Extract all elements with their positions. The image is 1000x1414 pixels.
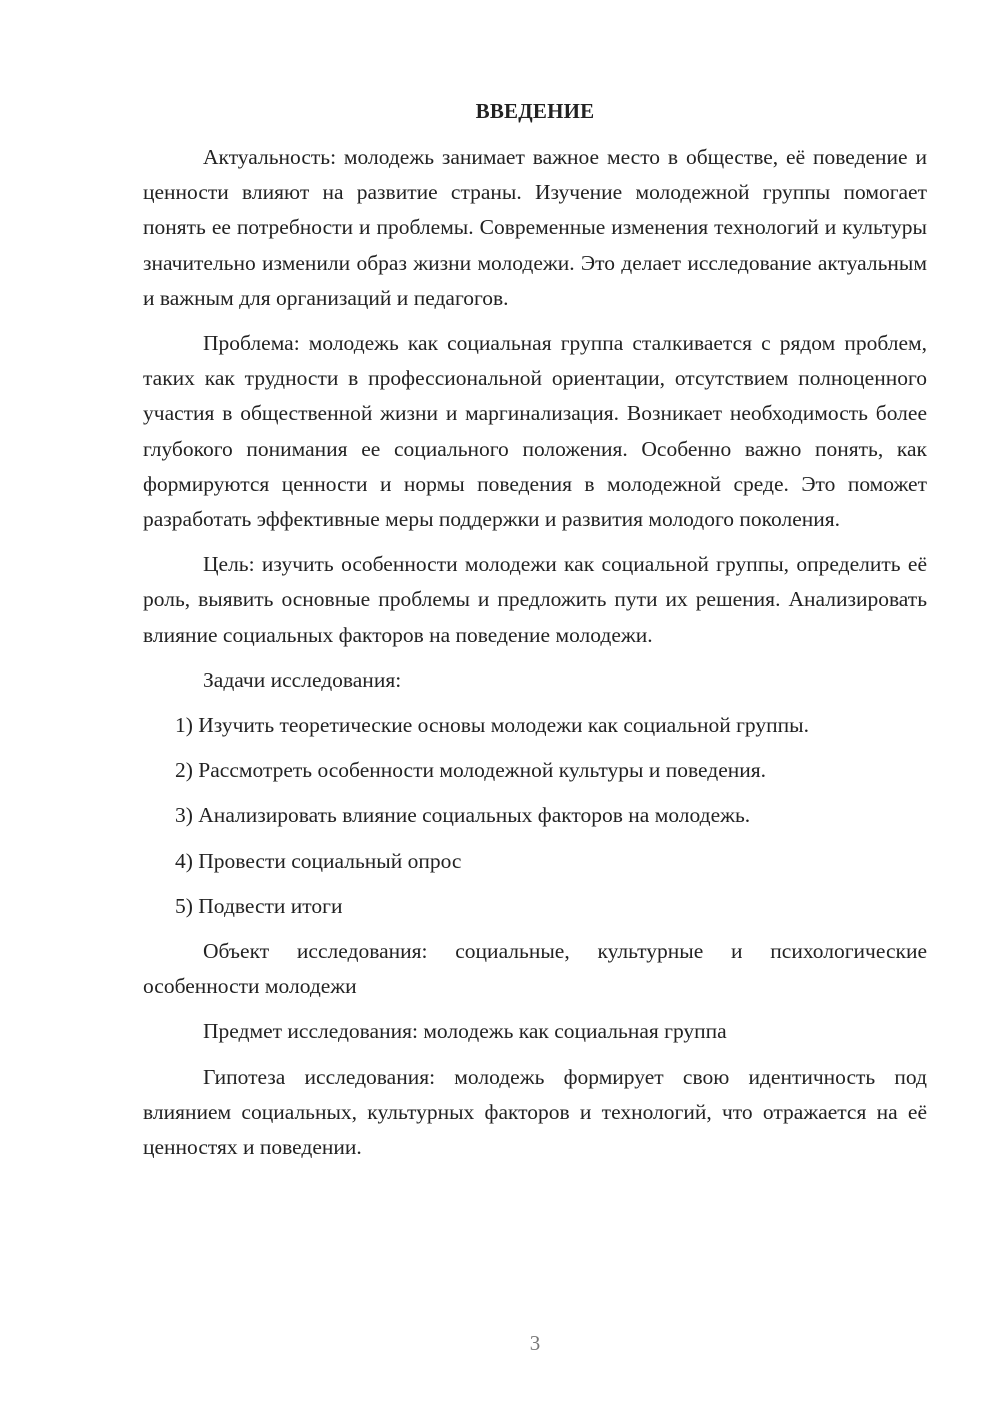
task-item-2: 2) Рассмотреть особенности молодежной культуры и поведения. [175,758,767,783]
task-item-4: 4) Провести социальный опрос [175,848,462,873]
paragraph-hypothesis: Гипотеза исследования: молодежь формирует свою идентичность под влиянием социальных, культурных факторов и технологий, что отражается на её ценностях и поведении. [143,1064,927,1160]
section-title: ВВЕДЕНИЕ [475,99,595,123]
page-content [143,96,927,1165]
paragraph-goal: Цель: изучить особенности молодежи как социальной группы, определить её роль, выявить основные проблемы и предложить пути их решения. Анализировать влияние социальных факторов на поведение молодежи. [143,552,927,647]
task-item-1: 1) Изучить теоретические основы молодежи как социальной группы. [175,713,809,738]
paragraph-subject: Предмет исследования: молодежь как социальная группа [203,1019,727,1044]
task-item-5: 5) Подвести итоги [175,893,343,918]
paragraph-relevance: Актуальность: молодежь занимает важное место в обществе, её поведение и ценности влияют на развитие страны. Изучение молодежной группы помогает понять ее потребности и проблемы. Современные изменения технологий и культуры значительно изменили образ жизни молодежи. Это делает исследование актуальным и важным для организаций и педагогов. [143,145,927,310]
tasks-heading: Задачи исследования: [203,667,402,692]
paragraph-object: Объект исследования: социальные, культурные и психологические особенности молодежи [143,939,927,999]
task-item-3: 3) Анализировать влияние социальных факторов на молодежь. [175,803,751,828]
page-number: 3 [529,1331,541,1355]
paragraph-problem: Проблема: молодежь как социальная группа сталкивается с рядом проблем, таких как трудности в профессиональной ориентации, отсутствием полноценного участия в общественной жизни и маргинализация. Возникает необходимость более глубокого понимания ее социального положения. Особенно важно понять, как формируются ценности и нормы поведения в молодежной среде. Это поможет разработать эффективные меры поддержки и развития молодого поколения. [143,331,927,532]
